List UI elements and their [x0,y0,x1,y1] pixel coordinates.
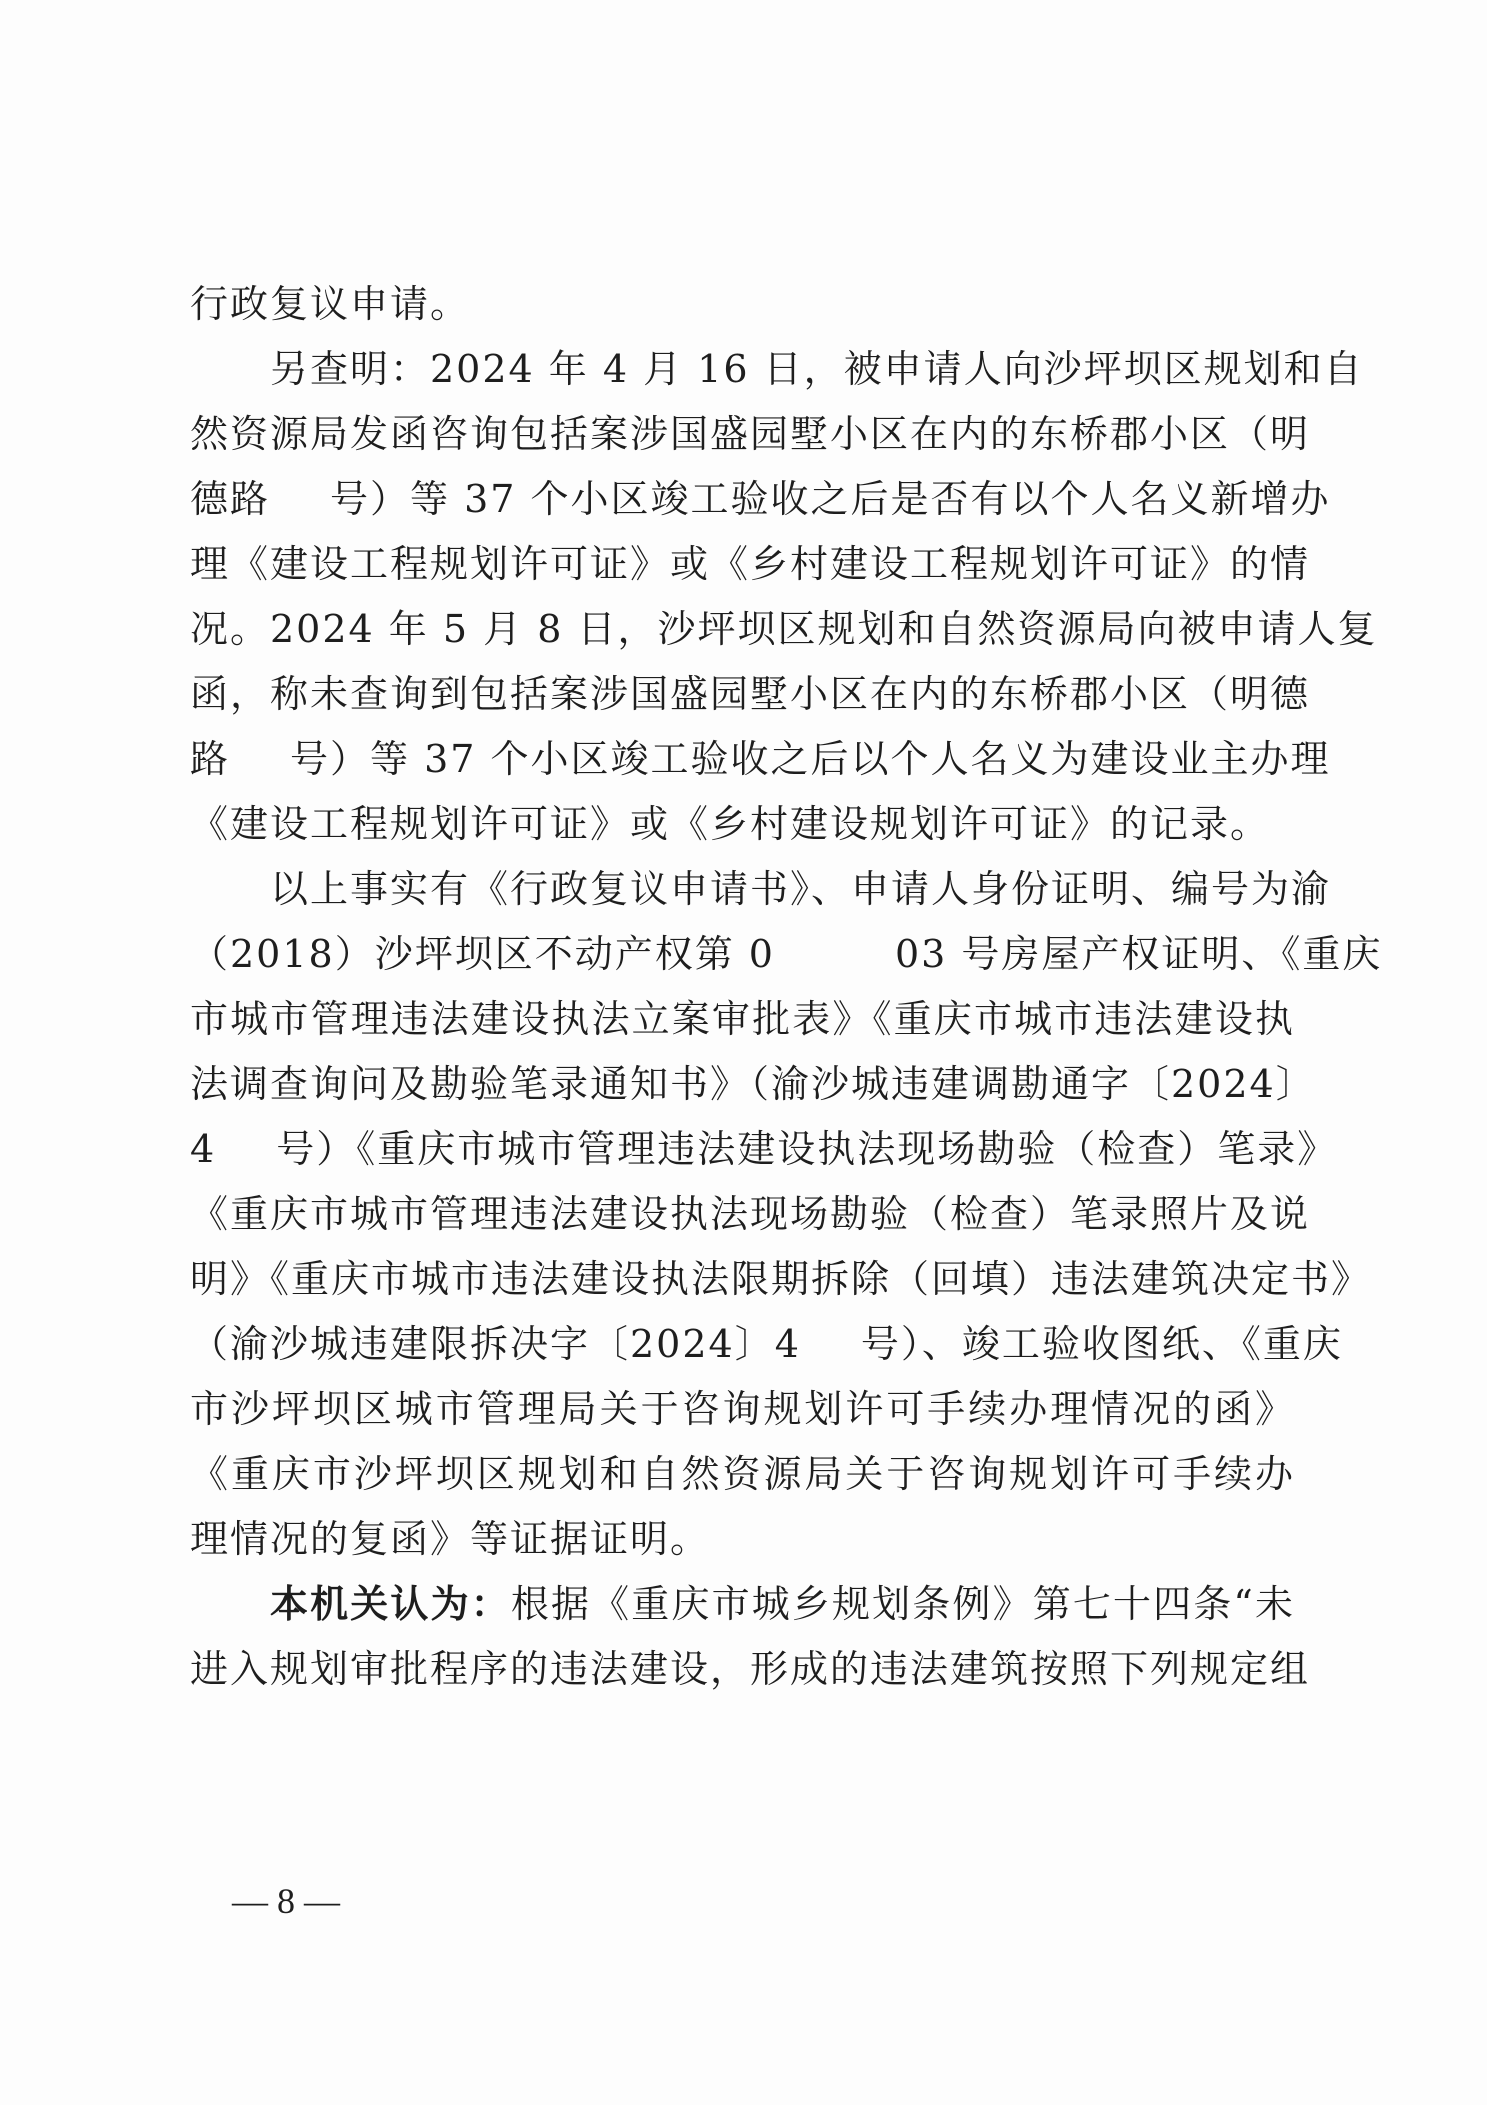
text-segment: 4 [190,1127,217,1171]
text-segment: 号）等 37 个小区竣工验收之后是否有以个人名义新增办 [330,477,1331,521]
paragraph-line: 《重庆市城市管理违法建设执法现场勘验（检查）笔录照片及说 [190,1192,1311,1236]
page-number: — 8 — [232,1881,340,1921]
paragraph-line: 进入规划审批程序的违法建设，形成的违法建筑按照下列规定组 [190,1647,1311,1691]
paragraph-line: 况。2024 年 5 月 8 日，沙坪坝区规划和自然资源局向被申请人复 [190,607,1378,651]
text-segment: （2018）沙坪坝区不动产权第 0 [190,932,775,976]
paragraph-line: 以上事实有《行政复议申请书》、申请人身份证明、编号为渝 [270,867,1332,911]
paragraph-line [190,1572,1295,1637]
paragraph-line: 另查明：2024 年 4 月 16 日，被申请人向沙坪坝区规划和自 [270,347,1364,391]
paragraph-line: 《建设工程规划许可证》或《乡村建设规划许可证》的记录。 [190,802,1271,846]
text-segment: 路 [190,737,231,781]
text-segment: 号）《重庆市城市管理违法建设执法现场勘验（检查）笔录》 [276,1127,1338,1171]
paragraph-line: 市沙坪坝区城市管理局关于咨询规划许可手续办理情况的函》 [190,1387,1295,1431]
paragraph-line: 理《建设工程规划许可证》或《乡村建设工程规划许可证》的情 [190,542,1311,586]
paragraph-line [190,467,1331,532]
paragraph-line: 明》《重庆市城市违法建设执法限期拆除（回填）违法建筑决定书》 [190,1257,1372,1301]
paragraph-line [190,1312,1343,1377]
paragraph-line: 市城市管理违法建设执法立案审批表》《重庆市城市违法建设执 [190,997,1295,1041]
paragraph-line: 理情况的复函》等证据证明。 [190,1517,711,1561]
paragraph-line: 法调查询问及勘验笔录通知书》（渝沙城违建调勘通字〔2024〕 [190,1062,1316,1106]
paragraph-line [190,922,1383,987]
paragraph-line: 行政复议申请。 [190,282,471,326]
text-segment: 德路 [190,477,271,521]
text-segment: 根据《重庆市城乡规划条例》第七十四条“未 [510,1582,1295,1626]
paragraph-line [190,1117,1338,1182]
text-segment: 03 号房屋产权证明、《重庆 [894,932,1383,976]
text-segment: 号）、竣工验收图纸、《重庆 [860,1322,1343,1366]
text-segment: （渝沙城违建限拆决字〔2024〕4 [190,1322,801,1366]
paragraph-line [190,727,1331,792]
paragraph-line: 《重庆市沙坪坝区规划和自然资源局关于咨询规划许可手续办 [190,1452,1295,1496]
document-body [190,272,1383,1702]
paragraph-line: 函，称未查询到包括案涉国盛园墅小区在内的东桥郡小区（明德 [190,672,1311,716]
text-segment: 号）等 37 个小区竣工验收之后以个人名义为建设业主办理 [290,737,1331,781]
bold-heading: 本机关认为： [270,1582,511,1626]
paragraph-line: 然资源局发函咨询包括案涉国盛园墅小区在内的东桥郡小区（明 [190,412,1311,456]
